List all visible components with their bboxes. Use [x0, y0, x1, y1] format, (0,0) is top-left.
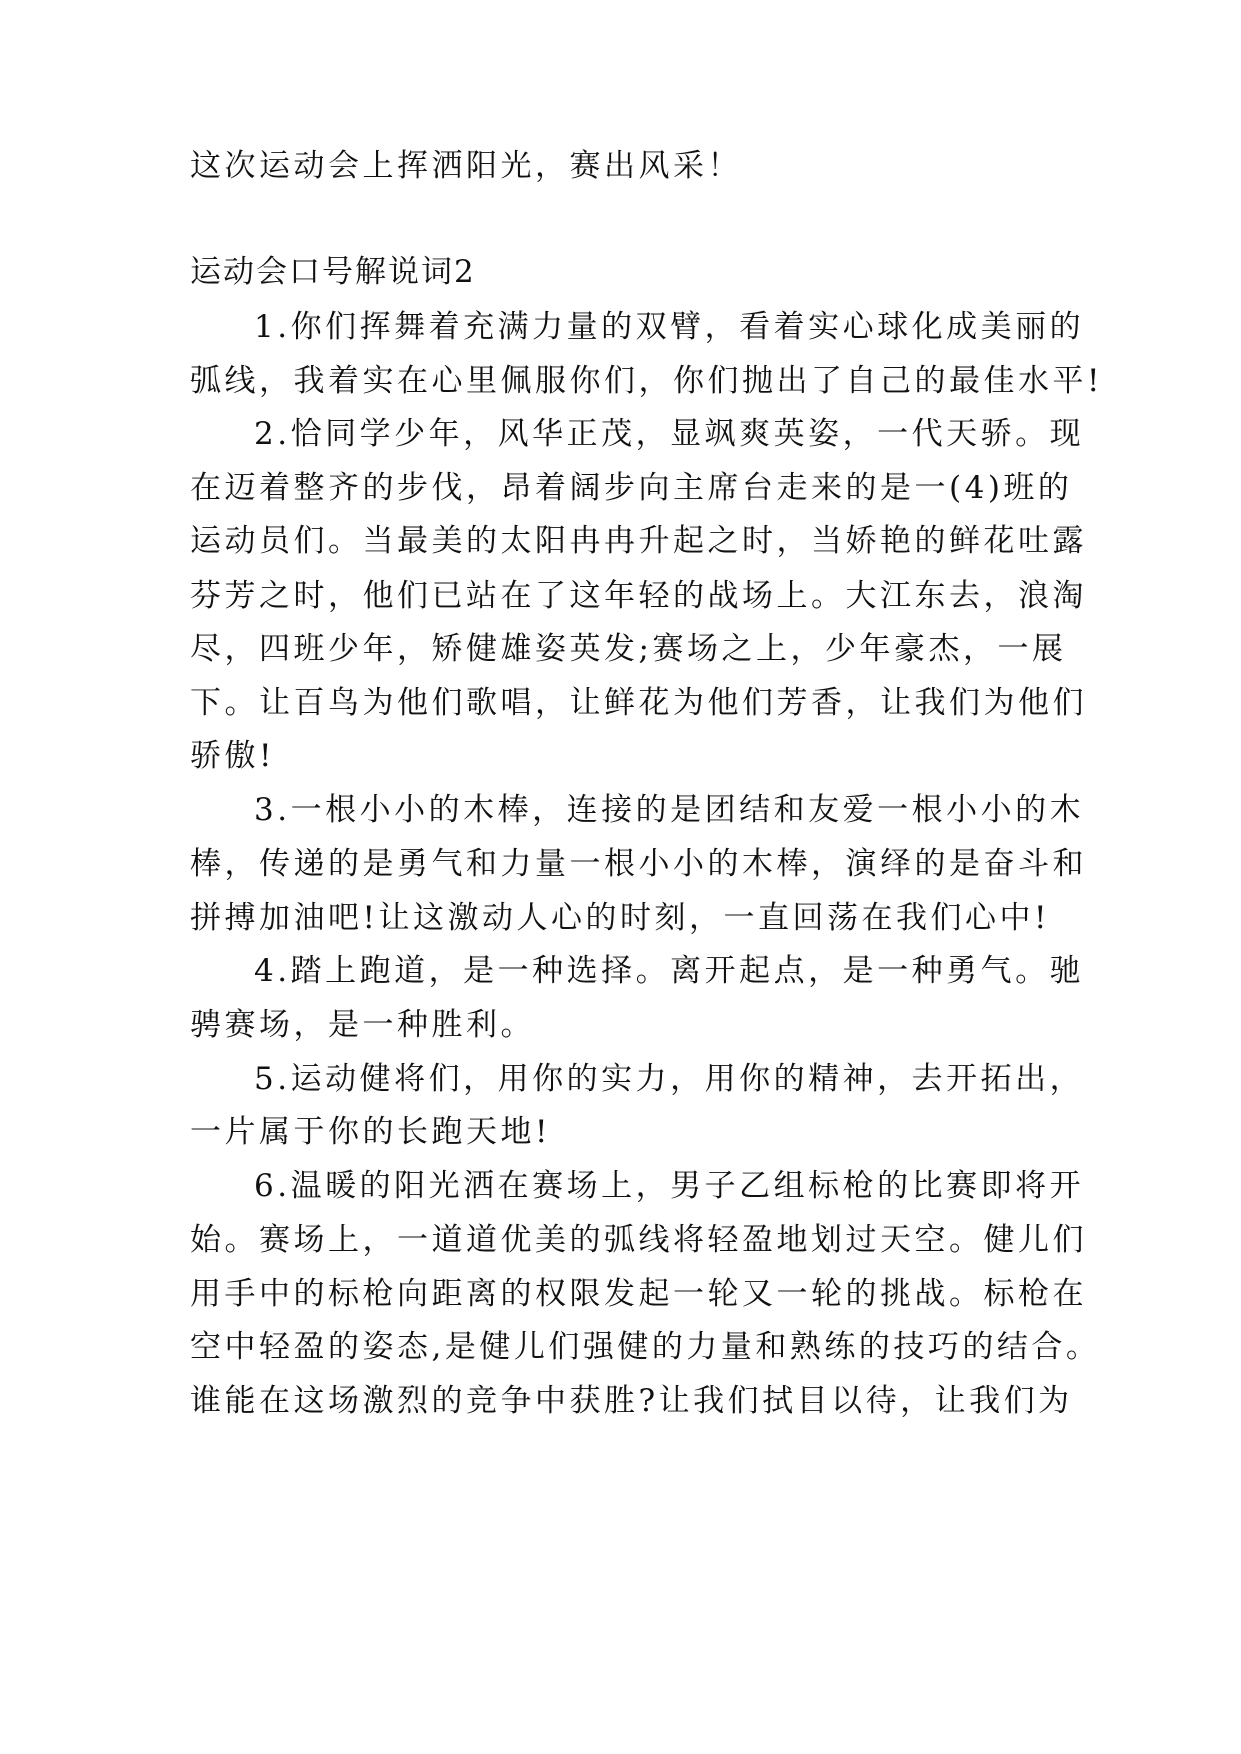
paragraph-6-line-2: 始。赛场上，一道道优美的弧线将轻盈地划过天空。健儿们 — [190, 1222, 1087, 1258]
paragraph-3-line-2: 棒，传递的是勇气和力量一根小小的木棒，演绎的是奋斗和 — [190, 846, 1087, 882]
section-title: 运动会口号解说词2 — [190, 254, 476, 290]
paragraph-6-line-3: 用手中的标枪向距离的权限发起一轮又一轮的挑战。标枪在 — [190, 1276, 1087, 1312]
paragraph-5-line-2: 一片属于你的长跑天地! — [190, 1114, 551, 1150]
paragraph-3-line-1: 3.一根小小的木棒，连接的是团结和友爱一根小小的木 — [254, 792, 1085, 828]
paragraph-3-line-3: 拼搏加油吧!让这激动人心的时刻，一直回荡在我们心中! — [190, 900, 1050, 936]
paragraph-2-line-1: 2.恰同学少年，风华正茂，显飒爽英姿，一代天骄。现 — [254, 416, 1085, 452]
paragraph-6-line-1: 6.温暖的阳光洒在赛场上，男子乙组标枪的比赛即将开 — [254, 1168, 1085, 1204]
paragraph-2-line-4: 芬芳之时，他们已站在了这年轻的战场上。大江东去，浪淘 — [190, 578, 1087, 614]
paragraph-2-line-5: 尽，四班少年，矫健雄姿英发;赛场之上，少年豪杰，一展 — [190, 631, 1067, 667]
intro-line: 这次运动会上挥洒阳光，赛出风采！ — [190, 148, 742, 184]
paragraph-2-line-7: 骄傲! — [190, 738, 275, 774]
paragraph-1-line-2: 弧线，我着实在心里佩服你们，你们抛出了自己的最佳水平! — [190, 363, 1103, 399]
paragraph-2-line-3: 运动员们。当最美的太阳冉冉升起之时，当娇艳的鲜花吐露 — [190, 523, 1087, 559]
paragraph-4-line-1: 4.踏上跑道，是一种选择。离开起点，是一种勇气。驰 — [254, 953, 1085, 989]
paragraph-6-line-5: 谁能在这场激烈的竞争中获胜?让我们拭目以待，让我们为 — [190, 1383, 1073, 1419]
paragraph-2-line-6: 下。让百鸟为他们歌唱，让鲜花为他们芳香，让我们为他们 — [190, 685, 1087, 721]
paragraph-4-line-2: 骋赛场，是一种胜利。 — [190, 1007, 535, 1043]
paragraph-6-line-4: 空中轻盈的姿态,是健儿们强健的力量和熟练的技巧的结合。 — [190, 1329, 1101, 1365]
paragraph-1-line-1: 1.你们挥舞着充满力量的双臂，看着实心球化成美丽的 — [254, 309, 1085, 345]
paragraph-2-line-2: 在迈着整齐的步伐，昂着阔步向主席台走来的是一(4)班的 — [190, 470, 1073, 506]
paragraph-5-line-1: 5.运动健将们，用你的实力，用你的精神，去开拓出， — [254, 1061, 1085, 1097]
